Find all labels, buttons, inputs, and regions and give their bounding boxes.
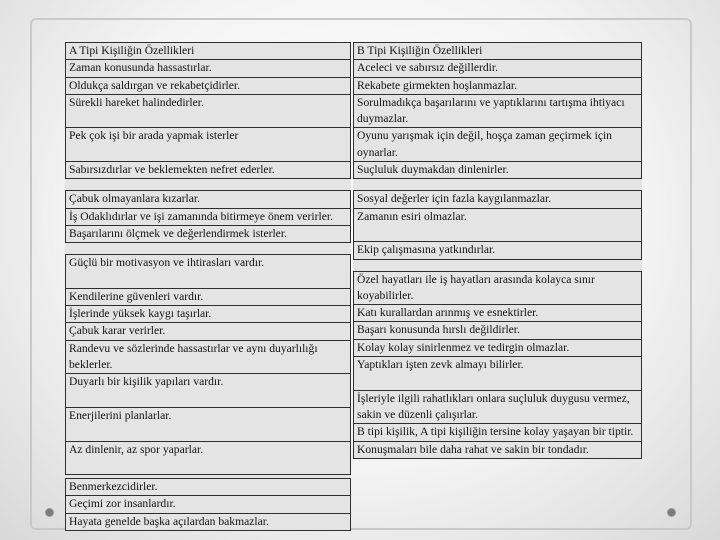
b-type-item: Ekip çalışmasına yatkındırlar. (353, 242, 642, 259)
b-type-item: Konuşmaları bile daha rahat ve sakin bir tondadır. (353, 442, 642, 459)
a-type-item: Kendilerine güvenleri vardır. (65, 289, 351, 306)
row-gap (353, 260, 642, 272)
a-type-item: İşlerinde yüksek kaygı taşırlar. (65, 306, 351, 323)
b-type-item: Katı kurallardan arınmış ve esnektirler. (353, 305, 642, 322)
row-gap (65, 243, 351, 255)
b-type-item: Oyunu yarışmak için değil, hoşça zaman geçirmek için oynarlar. (353, 128, 642, 162)
bullet-dot-right (667, 508, 676, 517)
a-type-item: Benmerkezcidirler. (65, 479, 351, 496)
a-type-item: Duyarlı bir kişilik yapıları vardır. (65, 374, 351, 408)
a-type-item: Sürekli hareket halindedirler. (65, 95, 351, 129)
a-type-item: Zaman konusunda hassastırlar. (65, 60, 351, 77)
a-type-item: Pek çok işi bir arada yapmak isterler (65, 128, 351, 162)
b-type-header: B Tipi Kişiliğin Özellikleri (353, 43, 642, 60)
a-type-item: İş Odaklıdırlar ve işi zamanında bitirmeye önem verirler. (65, 209, 351, 226)
b-type-item: Rekabete girmekten hoşlanmazlar. (353, 78, 642, 95)
b-type-item: Aceleci ve sabırsız değillerdir. (353, 60, 642, 77)
a-type-item: Enerjilerini planlarlar. (65, 408, 351, 442)
a-type-item: Başarılarını ölçmek ve değerlendirmek isterler. (65, 226, 351, 243)
b-type-item: Sosyal değerler için fazla kaygılanmazlar. (353, 191, 642, 208)
b-type-column (353, 42, 642, 459)
a-type-item: Çabuk karar verirler. (65, 323, 351, 340)
a-type-item: Geçimi zor insanlardır. (65, 496, 351, 513)
b-type-item: B tipi kişilik, A tipi kişiliğin tersine kolay yaşayan bir tiptir. (353, 424, 642, 441)
b-type-item: Suçluluk duymakdan dinlenirler. (353, 162, 642, 179)
a-type-item: Az dinlenir, az spor yaparlar. (65, 442, 351, 476)
a-type-item: Randevu ve sözlerinde hassastırlar ve aynı duyarlılığı beklerler. (65, 341, 351, 375)
row-gap (65, 179, 351, 191)
b-type-item: Yaptıkları işten zevk almayı bilirler. (353, 357, 642, 391)
b-type-item: Zamanın esiri olmazlar. (353, 209, 642, 243)
a-type-item: Hayata genelde başka açılardan bakmazlar. (65, 514, 351, 531)
a-type-item: Sabırsızdırlar ve beklemekten nefret ederler. (65, 162, 351, 179)
a-type-column (65, 42, 351, 531)
a-type-header: A Tipi Kişiliğin Özellikleri (65, 43, 351, 60)
b-type-item: İşleriyle ilgili rahatlıkları onlara suçluluk duygusu vermez, sakin ve düzenli çalışırlar. (353, 391, 642, 425)
b-type-item: Özel hayatları ile iş hayatları arasında kolayca sınır koyabilirler. (353, 272, 642, 306)
bullet-dot-left (45, 508, 54, 517)
row-gap (353, 179, 642, 191)
a-type-item: Çabuk olmayanlara kızarlar. (65, 191, 351, 208)
a-type-item: Güçlü bir motivasyon ve ihtirasları vardır. (65, 255, 351, 289)
b-type-item: Başarı konusunda hırslı değildirler. (353, 322, 642, 339)
a-type-item: Oldukça saldırgan ve rekabetçidirler. (65, 78, 351, 95)
b-type-item: Kolay kolay sinirlenmez ve tedirgin olmazlar. (353, 340, 642, 357)
b-type-item: Sorulmadıkça başarılarını ve yaptıklarını tartışma ihtiyacı duymazlar. (353, 95, 642, 129)
